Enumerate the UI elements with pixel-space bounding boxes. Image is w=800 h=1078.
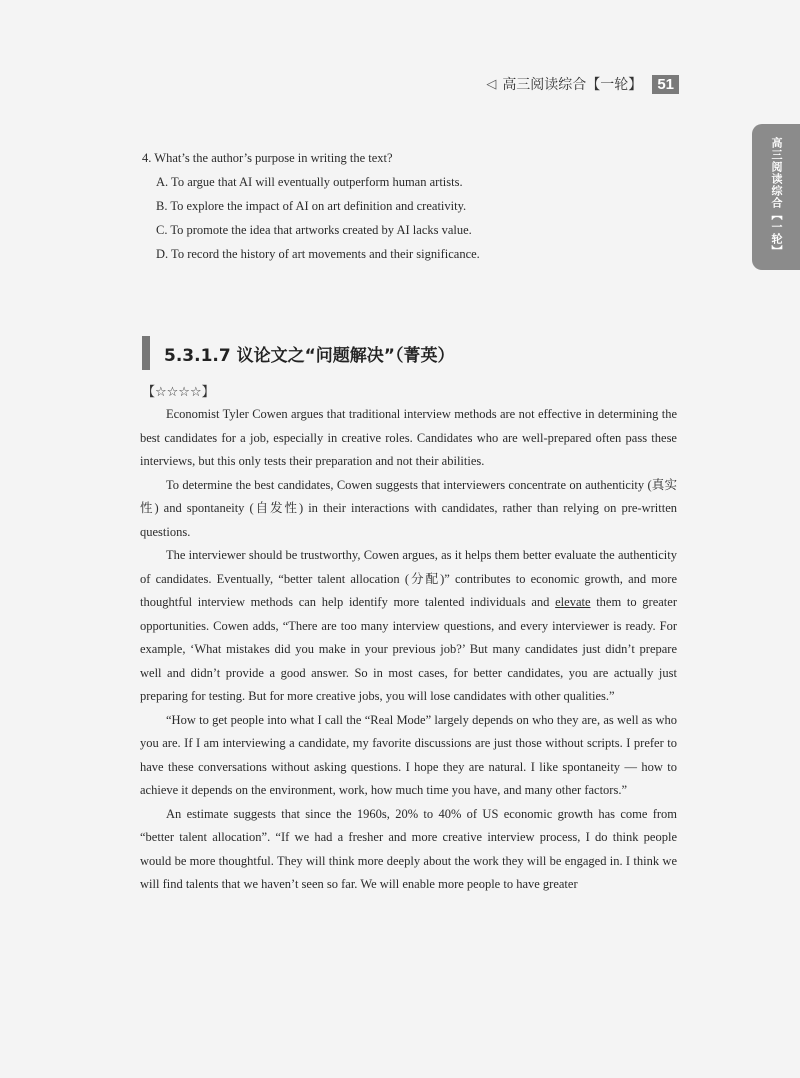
side-tab <box>752 124 800 270</box>
paragraph-1: Economist Tyler Cowen argues that traditional interview methods are not effective in determining the best candidates for a job, especially in creative roles. Candidates who are well-prepared often pass these interviews, but this only tests their preparation and not their abilities. <box>140 407 677 468</box>
section-heading <box>142 336 454 370</box>
paragraph-4: “How to get people into what I call the “Real Mode” largely depends on who they are, as well as who you are. If I am interviewing a candidate, my favorite discussions are just those without scripts. I prefer to have these conversations without asking questions. I hope they are natural. I like spontaneity — how to achieve it depends on the environment, work, how much time you have, and many other factors.” <box>140 712 677 797</box>
page-header <box>486 74 679 94</box>
paragraph-3-part-2: them to greater opportunities. Cowen adds, “There are too many interview questions, and every interviewer is ready. For example, ‘What mistakes did you make in your previous job?’ But many candidates just didn’t prepare well and didn’t provide a good answer. So in most cases, for better candidates, you are actually just preparing for testing. But for more creative jobs, you will lose candidates with other qualities.” <box>140 595 677 703</box>
triangle-icon: ◁ <box>486 76 497 92</box>
page-number: 51 <box>652 75 679 94</box>
section-title: 5.3.1.7 议论文之“问题解决”（菁英） <box>164 345 455 366</box>
paragraph-3 <box>140 544 677 709</box>
paragraph-3-part-1: The interviewer should be trustworthy, Cowen argues, as it helps them better evaluate the authenticity of candidates. Eventually, “better talent allocation (分配)” contributes to economic growth, and more thoughtful interview methods can help identify more talented individuals and <box>140 548 677 609</box>
difficulty-stars: 【☆☆☆☆】 <box>142 385 215 400</box>
paragraph-5: An estimate suggests that since the 1960s, 20% to 40% of US economic growth has come from “better talent allocation”. “If we had a fresher and more creative interview process, I do think people would be more thoughtful. They will think more deeply about the work they will be engaged in. I think we will find talents that we haven’t seen so far. We will enable more people to have greater <box>140 806 677 891</box>
option-c: C. To promote the idea that artworks created by AI lacks value. <box>156 223 472 237</box>
passage <box>140 403 677 897</box>
underlined-word: elevate <box>555 595 591 609</box>
option-a: A. To argue that AI will eventually outperform human artists. <box>156 175 463 189</box>
question-block <box>142 146 682 266</box>
option-b: B. To explore the impact of AI on art definition and creativity. <box>156 199 467 213</box>
paragraph-2: To determine the best candidates, Cowen suggests that interviewers concentrate on authenticity (真实性) and spontaneity (自发性) in their interactions with candidates, rather than relying on pre-written questions. <box>140 477 677 539</box>
side-tab-label: 高三阅读综合【一轮】 <box>770 137 783 257</box>
book-title: 高三阅读综合【一轮】 <box>502 77 643 93</box>
heading-bar <box>142 336 150 370</box>
option-d: D. To record the history of art movements and their significance. <box>156 247 480 261</box>
question-stem: 4. What’s the author’s purpose in writing the text? <box>142 151 393 165</box>
